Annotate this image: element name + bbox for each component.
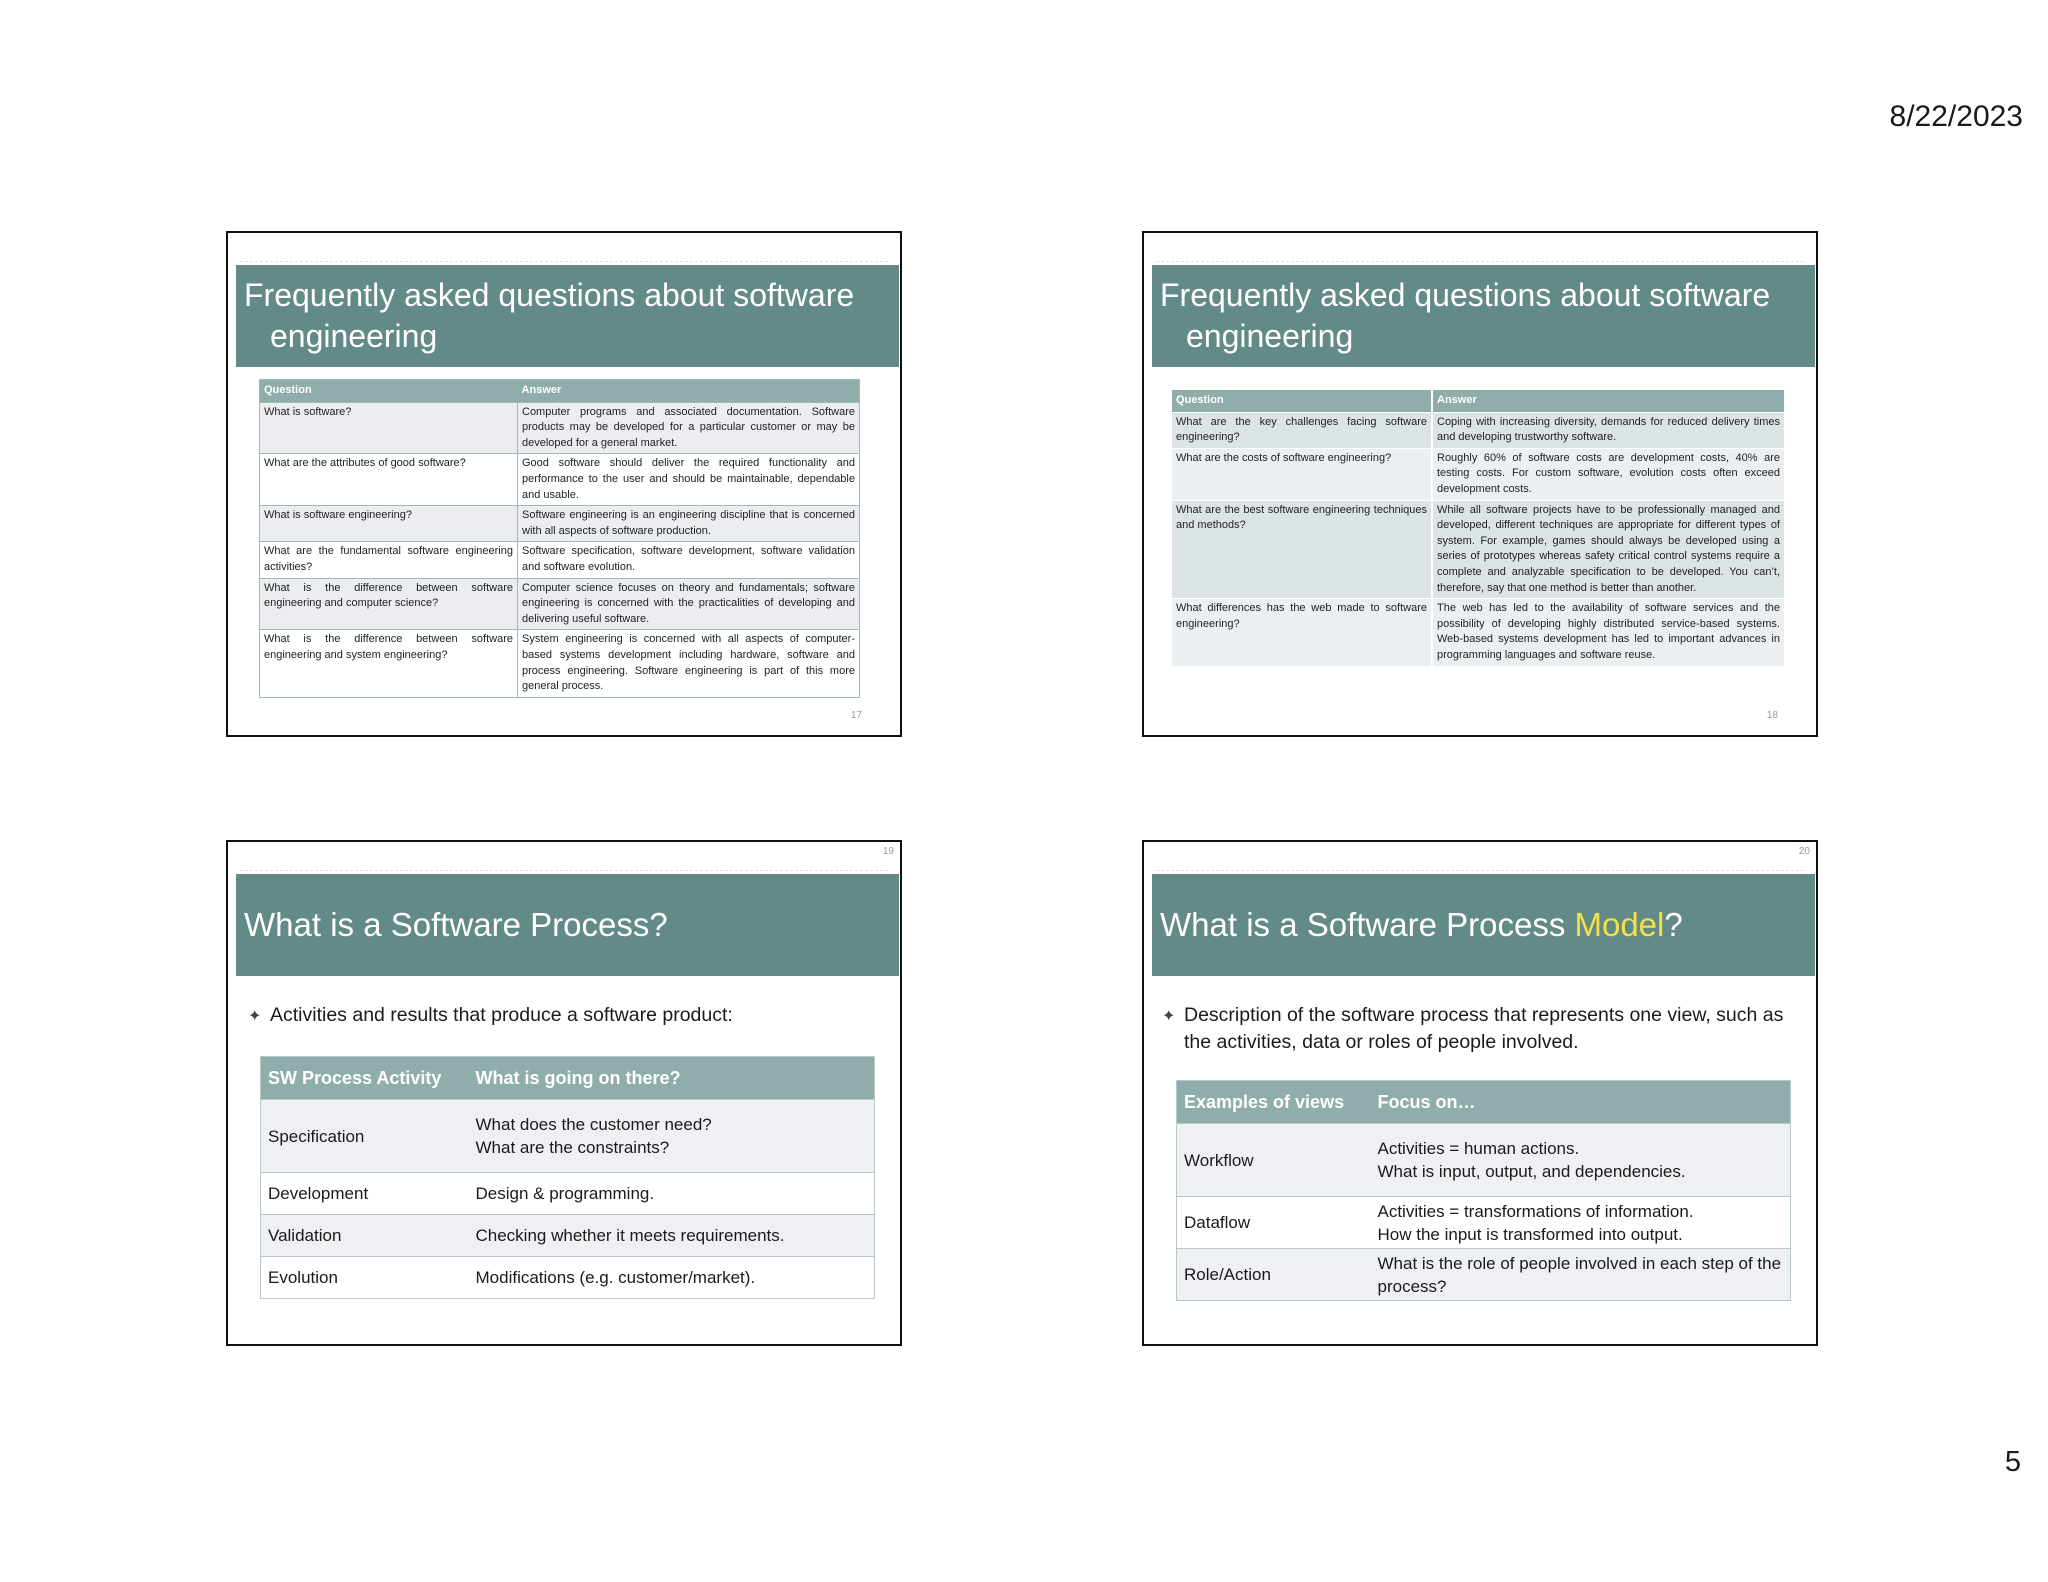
view-cell: Role/Action — [1177, 1249, 1371, 1301]
question-cell: What are the fundamental software engineering activities? — [260, 542, 518, 578]
answer-cell: While all software projects have to be professionally managed and developed, different techniques are appropriate for different types of system. For example, games should always be developed using a series of prototypes whereas safety critical control systems require a complete and analyzable specification to be developed. You can’t, therefore, say that one method is better than another. — [1432, 500, 1784, 599]
table-row — [260, 578, 860, 630]
answer-cell: The web has led to the availability of software services and the possibility of developing highly distributed service-based systems. Web-based systems development has led to important advances in programming languages and software reuse. — [1432, 599, 1784, 666]
four-point-star-icon: ✦ — [1162, 1008, 1176, 1025]
focus-cell: Activities = transformations of information. How the input is transformed into output. — [1371, 1197, 1791, 1249]
slide-title-line-1: Frequently asked questions about software — [244, 277, 855, 313]
table-row — [261, 1257, 875, 1299]
question-cell: What are the costs of software engineering? — [1172, 448, 1432, 500]
divider — [240, 261, 888, 262]
question-cell: What are the best software engineering techniques and methods? — [1172, 500, 1432, 599]
table-header-row — [261, 1057, 875, 1100]
description-cell: Design & programming. — [469, 1173, 875, 1215]
question-cell: What are the attributes of good software? — [260, 454, 518, 506]
column-header: Question — [260, 380, 518, 403]
table-row — [260, 454, 860, 506]
view-cell: Workflow — [1177, 1124, 1371, 1197]
bullet-point — [248, 1002, 868, 1030]
table-row — [1172, 412, 1784, 448]
column-header: Focus on… — [1371, 1081, 1791, 1124]
slide-title-text: What is a Software Process? — [244, 906, 668, 943]
focus-cell: What is the role of people involved in each step of the process? — [1371, 1249, 1791, 1301]
slide-title — [236, 265, 899, 367]
slide-title-line-2: engineering — [1186, 318, 1354, 354]
slide-title-prefix: What is a Software Process — [1160, 906, 1575, 943]
description-cell: Checking whether it meets requirements. — [469, 1215, 875, 1257]
question-cell: What is software? — [260, 402, 518, 454]
table-row — [1172, 599, 1784, 666]
column-header: Question — [1172, 390, 1432, 412]
table-row — [260, 506, 860, 542]
slide-title — [236, 874, 899, 976]
description-cell: Modifications (e.g. customer/market). — [469, 1257, 875, 1299]
bullet-text: Description of the software process that represents one view, such as the activities, data or roles of people involved. — [1184, 1004, 1784, 1053]
slide-number: 19 — [882, 846, 894, 857]
answer-cell: Coping with increasing diversity, demands for reduced delivery times and developing trustworthy software. — [1432, 412, 1784, 448]
column-header: Answer — [1432, 390, 1784, 412]
process-activity-table — [260, 1056, 875, 1299]
slide-20 — [1142, 840, 1818, 1346]
column-header: What is going on there? — [469, 1057, 875, 1100]
column-header: SW Process Activity — [261, 1057, 469, 1100]
table-header-row — [1177, 1081, 1791, 1124]
slide-title-line-1: Frequently asked questions about software — [1160, 277, 1771, 313]
view-cell: Dataflow — [1177, 1197, 1371, 1249]
question-cell: What is the difference between software engineering and computer science? — [260, 578, 518, 630]
slide-title-suffix: ? — [1664, 906, 1683, 943]
faq-table — [1172, 390, 1784, 666]
divider — [240, 870, 888, 871]
faq-table — [259, 379, 860, 698]
slide-number: 18 — [1766, 710, 1778, 721]
table-row — [1177, 1197, 1791, 1249]
table-row — [260, 402, 860, 454]
slide-title — [1152, 874, 1815, 976]
bullet-text: Activities and results that produce a software product: — [270, 1004, 733, 1026]
description-cell: What does the customer need? What are the constraints? — [469, 1100, 875, 1173]
answer-cell: Roughly 60% of software costs are development costs, 40% are testing costs. For custom software, evolution costs often exceed development costs. — [1432, 448, 1784, 500]
answer-cell: Software specification, software development, software validation and software evolution. — [518, 542, 860, 578]
process-views-table — [1176, 1080, 1791, 1301]
table-row — [261, 1173, 875, 1215]
page-number: 5 — [2004, 1446, 2021, 1478]
table-row — [260, 630, 860, 697]
focus-cell: Activities = human actions. What is input, output, and dependencies. — [1371, 1124, 1791, 1197]
table-row — [1177, 1124, 1791, 1197]
slide-19 — [226, 840, 902, 1346]
divider — [1156, 261, 1804, 262]
question-cell: What is the difference between software engineering and system engineering? — [260, 630, 518, 697]
answer-cell: Computer programs and associated documentation. Software products may be developed for a particular customer or may be developed for a general market. — [518, 402, 860, 454]
question-cell: What differences has the web made to software engineering? — [1172, 599, 1432, 666]
table-header-row — [1172, 390, 1784, 412]
divider — [1156, 870, 1804, 871]
activity-cell: Specification — [261, 1100, 469, 1173]
slide-number: 20 — [1798, 846, 1810, 857]
column-header: Answer — [518, 380, 860, 403]
table-row — [1172, 448, 1784, 500]
table-header-row — [260, 380, 860, 403]
slide-title-text — [1160, 906, 1683, 944]
activity-cell: Evolution — [261, 1257, 469, 1299]
answer-cell: Good software should deliver the required functionality and performance to the user and should be maintainable, dependable and usable. — [518, 454, 860, 506]
question-cell: What are the key challenges facing software engineering? — [1172, 412, 1432, 448]
table-row — [1177, 1249, 1791, 1301]
answer-cell: System engineering is concerned with all aspects of computer-based systems development including hardware, software and process engineering. Software engineering is part of this more general process. — [518, 630, 860, 697]
table-row — [1172, 500, 1784, 599]
answer-cell: Software engineering is an engineering discipline that is concerned with all aspects of software production. — [518, 506, 860, 542]
table-row — [260, 542, 860, 578]
table-row — [261, 1100, 875, 1173]
slide-title-highlight: Model — [1574, 906, 1665, 943]
slide-title — [1152, 265, 1815, 367]
activity-cell: Development — [261, 1173, 469, 1215]
page-date: 8/22/2023 — [1889, 100, 2023, 133]
answer-cell: Computer science focuses on theory and fundamentals; software engineering is concerned with the practicalities of developing and delivering useful software. — [518, 578, 860, 630]
slide-title-line-2: engineering — [270, 318, 438, 354]
slide-17 — [226, 231, 902, 737]
question-cell: What is software engineering? — [260, 506, 518, 542]
bullet-point — [1162, 1002, 1802, 1056]
slide-number: 17 — [850, 710, 862, 721]
slide-18 — [1142, 231, 1818, 737]
table-row — [261, 1215, 875, 1257]
activity-cell: Validation — [261, 1215, 469, 1257]
four-point-star-icon: ✦ — [248, 1008, 262, 1025]
column-header: Examples of views — [1177, 1081, 1371, 1124]
